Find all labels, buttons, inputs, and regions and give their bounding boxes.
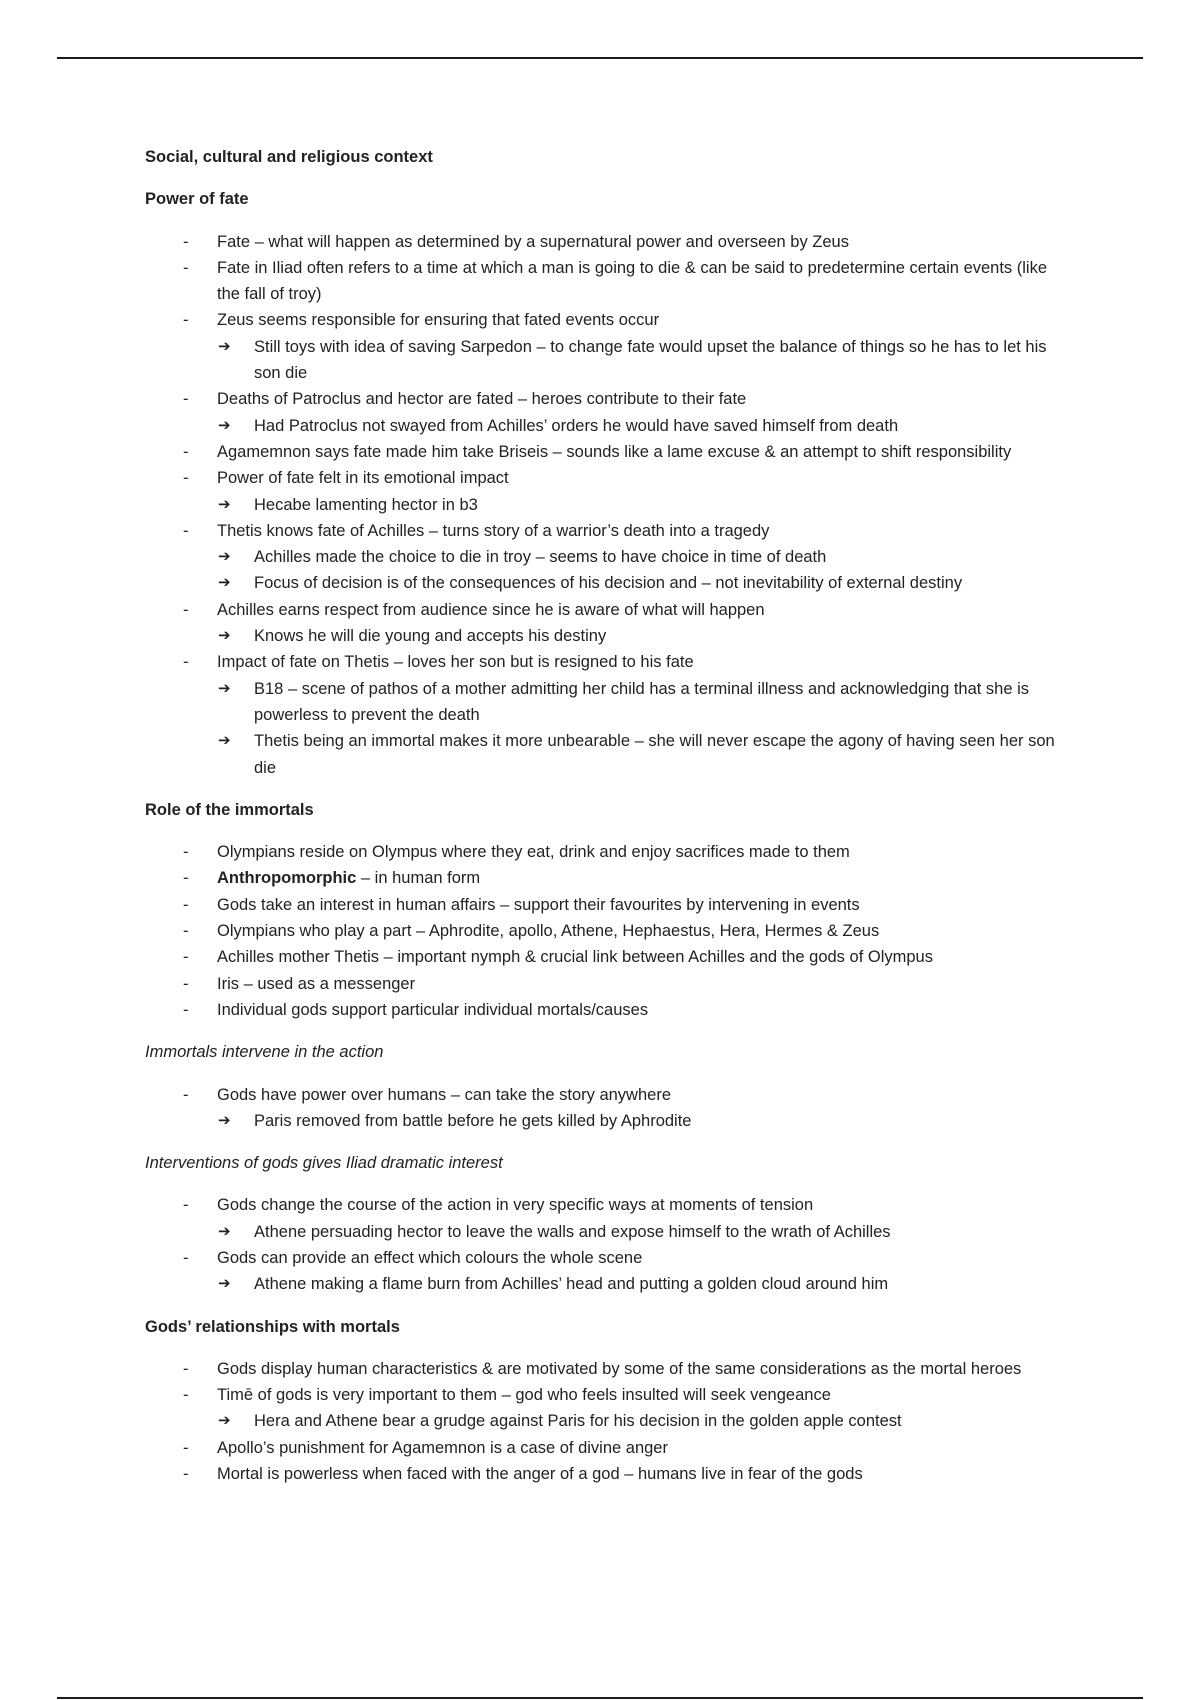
list-item-text: Gods can provide an effect which colours the whole scene bbox=[217, 1248, 643, 1267]
list-item-text: Iris – used as a messenger bbox=[217, 974, 416, 993]
list-item-text: Had Patroclus not swayed from Achilles’ orders he would have saved himself from death bbox=[254, 416, 899, 435]
list-item bbox=[145, 892, 1065, 918]
list-item-text: Gods display human characteristics & are motivated by some of the same considerations as the mortal heroes bbox=[217, 1359, 1022, 1378]
list-item-text: Achilles mother Thetis – important nymph & crucial link between Achilles and the gods of Olympus bbox=[217, 948, 933, 967]
list-item-text: Knows he will die young and accepts his destiny bbox=[254, 627, 607, 646]
list-item-text: Impact of fate on Thetis – loves her son but is resigned to his fate bbox=[217, 653, 694, 672]
list-item-text: Thetis knows fate of Achilles – turns story of a warrior’s death into a tragedy bbox=[217, 521, 770, 540]
section-subheading: Interventions of gods gives Iliad dramatic interest bbox=[145, 1154, 503, 1173]
sub-list-item bbox=[145, 413, 1065, 439]
list-item-text: Timē of gods is very important to them – god who feels insulted will seek vengeance bbox=[217, 1386, 831, 1405]
list-item bbox=[145, 229, 1065, 255]
sub-list-item bbox=[145, 1408, 1065, 1434]
list-item bbox=[145, 386, 1065, 412]
bullet-list bbox=[145, 1082, 1065, 1135]
list-item bbox=[145, 255, 1065, 308]
sub-list-item bbox=[145, 1271, 1065, 1297]
list-item-text: Achilles made the choice to die in troy – seems to have choice in time of death bbox=[254, 548, 827, 567]
section-subheading: Immortals intervene in the action bbox=[145, 1043, 384, 1062]
list-item-text: Still toys with idea of saving Sarpedon – to change fate would upset the balance of things so he has to let his son die bbox=[254, 337, 1047, 383]
list-item-text: Gods have power over humans – can take the story anywhere bbox=[217, 1085, 671, 1104]
list-item bbox=[145, 518, 1065, 544]
list-item-text: Athene persuading hector to leave the walls and expose himself to the wrath of Achilles bbox=[254, 1222, 891, 1241]
sub-list-item bbox=[145, 570, 1065, 596]
document-body bbox=[145, 144, 1065, 1503]
list-item-text: Olympians reside on Olympus where they eat, drink and enjoy sacrifices made to them bbox=[217, 843, 850, 862]
section-heading: Role of the immortals bbox=[145, 800, 314, 819]
list-item-text: Gods change the course of the action in very specific ways at moments of tension bbox=[217, 1196, 814, 1215]
list-item bbox=[145, 1461, 1065, 1487]
list-item-text: Focus of decision is of the consequences of his decision and – not inevitability of external destiny bbox=[254, 574, 963, 593]
list-item-text: Power of fate felt in its emotional impact bbox=[217, 469, 509, 488]
list-item bbox=[145, 649, 1065, 675]
list-item-text: – in human form bbox=[356, 869, 481, 888]
bottom-rule bbox=[57, 1697, 1143, 1699]
list-item bbox=[145, 1082, 1065, 1108]
sub-list-item bbox=[145, 728, 1065, 781]
list-item-text: Thetis being an immortal makes it more unbearable – she will never escape the agony of having seen her son die bbox=[254, 732, 1055, 777]
list-item-text: Hecabe lamenting hector in b3 bbox=[254, 495, 478, 514]
bullet-list bbox=[145, 1356, 1065, 1487]
bullet-list bbox=[145, 1192, 1065, 1297]
sub-list-item bbox=[145, 623, 1065, 649]
list-item bbox=[145, 439, 1065, 465]
sub-list-item bbox=[145, 676, 1065, 729]
list-item-text: Hera and Athene bear a grudge against Paris for his decision in the golden apple contest bbox=[254, 1412, 902, 1431]
list-item bbox=[145, 1382, 1065, 1408]
list-item-text: Apollo’s punishment for Agamemnon is a case of divine anger bbox=[217, 1438, 668, 1457]
list-item-text: Individual gods support particular individual mortals/causes bbox=[217, 1000, 649, 1019]
list-item bbox=[145, 971, 1065, 997]
bullet-list bbox=[145, 839, 1065, 1023]
list-item-text: Mortal is powerless when faced with the anger of a god – humans live in fear of the gods bbox=[217, 1465, 863, 1484]
list-item bbox=[145, 307, 1065, 333]
section-heading: Gods’ relationships with mortals bbox=[145, 1317, 400, 1336]
list-item bbox=[145, 997, 1065, 1023]
list-item-text: Fate in Iliad often refers to a time at which a man is going to die & can be said to predetermine certain events (like the fall of troy) bbox=[217, 258, 1048, 304]
list-item bbox=[145, 1435, 1065, 1461]
list-item bbox=[145, 1192, 1065, 1218]
list-item-text: Athene making a flame burn from Achilles’ head and putting a golden cloud around him bbox=[254, 1275, 889, 1294]
list-item-text: Agamemnon says fate made him take Briseis – sounds like a lame excuse & an attempt to shift responsibility bbox=[217, 442, 1012, 461]
list-item-text: Achilles earns respect from audience since he is aware of what will happen bbox=[217, 600, 765, 619]
list-item-text: Zeus seems responsible for ensuring that fated events occur bbox=[217, 311, 660, 330]
sub-list-item bbox=[145, 544, 1065, 570]
section-heading: Social, cultural and religious context bbox=[145, 148, 433, 166]
list-item bbox=[145, 944, 1065, 970]
list-item bbox=[145, 465, 1065, 491]
sub-list-item bbox=[145, 492, 1065, 518]
bold-term: Anthropomorphic bbox=[217, 869, 357, 888]
sub-list-item bbox=[145, 1108, 1065, 1134]
sub-list-item bbox=[145, 1219, 1065, 1245]
bullet-list bbox=[145, 229, 1065, 781]
list-item bbox=[145, 918, 1065, 944]
list-item bbox=[145, 1245, 1065, 1271]
list-item bbox=[145, 597, 1065, 623]
list-item-text: Deaths of Patroclus and hector are fated – heroes contribute to their fate bbox=[217, 390, 747, 409]
list-item bbox=[145, 865, 1065, 891]
sub-list-item bbox=[145, 334, 1065, 387]
list-item bbox=[145, 1356, 1065, 1382]
top-rule bbox=[57, 57, 1143, 59]
list-item bbox=[145, 839, 1065, 865]
list-item-text: Gods take an interest in human affairs – support their favourites by intervening in events bbox=[217, 895, 860, 914]
list-item-text: B18 – scene of pathos of a mother admitting her child has a terminal illness and acknowledging that she is powerless to prevent the death bbox=[254, 679, 1030, 724]
section-heading: Power of fate bbox=[145, 190, 249, 209]
list-item-text: Fate – what will happen as determined by a supernatural power and overseen by Zeus bbox=[217, 232, 849, 251]
list-item-text: Olympians who play a part – Aphrodite, apollo, Athene, Hephaestus, Hera, Hermes & Zeus bbox=[217, 922, 880, 941]
list-item-text: Paris removed from battle before he gets killed by Aphrodite bbox=[254, 1111, 692, 1130]
